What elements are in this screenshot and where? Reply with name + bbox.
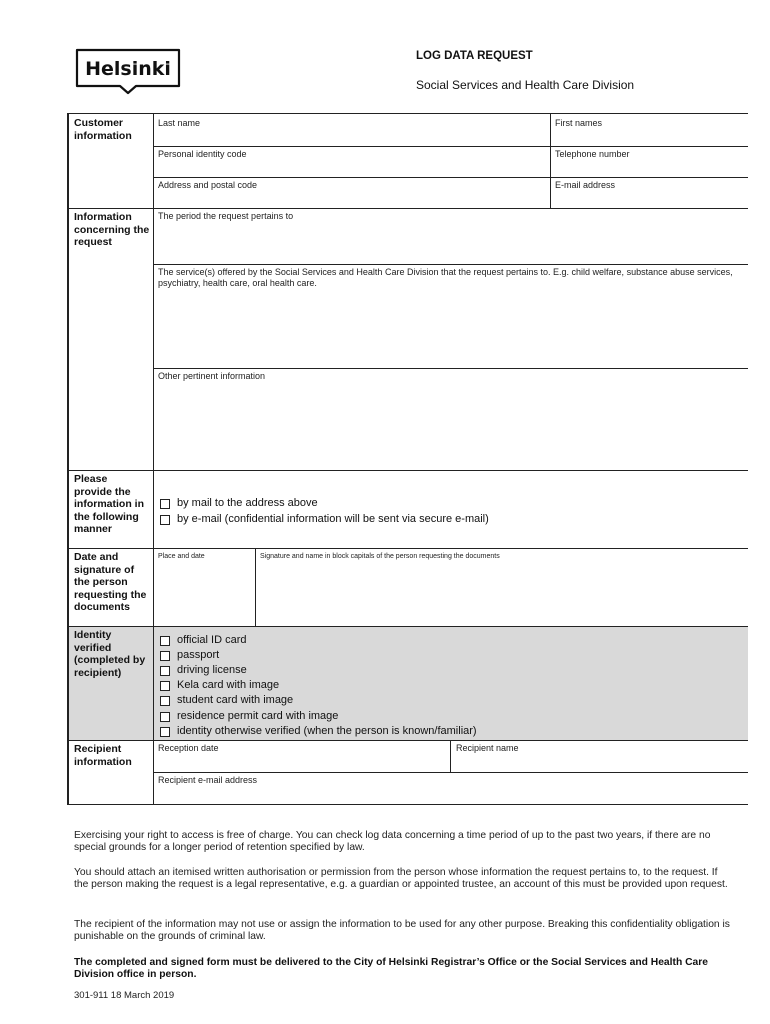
column-divider bbox=[550, 113, 551, 208]
delivery-option-mail[interactable] bbox=[160, 497, 318, 510]
checkbox[interactable] bbox=[160, 727, 170, 737]
option-label: student card with image bbox=[177, 694, 294, 706]
first-names-field[interactable]: First names bbox=[555, 118, 603, 128]
identity-option-passport[interactable] bbox=[160, 649, 219, 662]
option-label: by e-mail (confidential information will be sent via secure e-mail) bbox=[177, 513, 489, 525]
checkbox[interactable] bbox=[160, 681, 170, 691]
email-field[interactable]: E-mail address bbox=[555, 180, 616, 190]
checkbox[interactable] bbox=[160, 651, 170, 661]
option-label: passport bbox=[177, 649, 220, 661]
checkbox[interactable] bbox=[160, 712, 170, 722]
period-field[interactable]: The period the request pertains to bbox=[158, 211, 294, 221]
reception-date-field[interactable]: Reception date bbox=[158, 743, 219, 753]
checkbox[interactable] bbox=[160, 636, 170, 646]
place-date-field[interactable]: Place and date bbox=[158, 553, 205, 560]
form-code: 301-911 18 March 2019 bbox=[74, 990, 175, 1001]
checkbox[interactable] bbox=[160, 696, 170, 706]
option-label: identity otherwise verified (when the person is known/familiar) bbox=[177, 725, 477, 737]
identity-option-driving-license[interactable] bbox=[160, 664, 247, 677]
checkbox[interactable] bbox=[160, 666, 170, 676]
identity-option-student-card[interactable] bbox=[160, 694, 293, 707]
row-divider bbox=[153, 177, 748, 178]
identity-option-otherwise-verified[interactable] bbox=[160, 725, 477, 738]
delivery-option-email[interactable] bbox=[160, 513, 489, 526]
row-divider bbox=[153, 264, 748, 265]
recipient-label: Recipient information bbox=[74, 743, 132, 768]
services-field[interactable]: The service(s) offered by the Social Services and Health Care Division that the request pertains to. E.g. child welfare, substance abuse services, psychiatry, health care, oral health care. bbox=[158, 267, 733, 288]
row-divider bbox=[153, 368, 748, 369]
option-label: residence permit card with image bbox=[177, 710, 339, 722]
logo-text: Helsinki bbox=[85, 58, 171, 80]
row-divider bbox=[153, 146, 748, 147]
identity-option-residence-permit[interactable] bbox=[160, 710, 338, 723]
label-column-divider bbox=[153, 113, 154, 805]
table-left-border bbox=[67, 113, 69, 805]
identity-label: Identity verified (completed by recipient) bbox=[74, 629, 146, 679]
option-label: official ID card bbox=[177, 634, 247, 646]
section-divider bbox=[67, 626, 748, 627]
recipient-name-field[interactable]: Recipient name bbox=[456, 743, 519, 753]
form-title: LOG DATA REQUEST bbox=[416, 50, 533, 62]
personal-id-field[interactable]: Personal identity code bbox=[158, 149, 247, 159]
request-info-label: Information concerning the request bbox=[74, 211, 150, 248]
section-divider bbox=[67, 740, 748, 741]
signature-label: Date and signature of the person requesting the documents bbox=[74, 551, 147, 613]
checkbox[interactable] bbox=[160, 499, 170, 509]
table-bottom-border bbox=[67, 804, 748, 805]
section-divider bbox=[67, 208, 748, 209]
other-info-field[interactable]: Other pertinent information bbox=[158, 371, 266, 381]
delivery-label: Please provide the information in the following manner bbox=[74, 473, 144, 535]
footer-paragraph-delivery: The completed and signed form must be delivered to the City of Helsinki Registrar’s Office or the Social Services and Health Care Division office in person. bbox=[74, 957, 708, 981]
row-divider bbox=[153, 772, 748, 773]
column-divider bbox=[450, 740, 451, 773]
signature-field[interactable]: Signature and name in block capitals of the person requesting the documents bbox=[260, 553, 500, 560]
option-label: by mail to the address above bbox=[177, 497, 318, 509]
footer-paragraph-authorisation: You should attach an itemised written authorisation or permission from the person whose information the request pertains to, to the request. If the person making the request is a legal representative, e.g. a guardian or appointed trustee, an account of this must be provided upon request. bbox=[74, 867, 728, 891]
option-label: Kela card with image bbox=[177, 679, 280, 691]
identity-option-kela-card[interactable] bbox=[160, 679, 279, 692]
section-divider bbox=[67, 470, 748, 471]
helsinki-logo bbox=[74, 47, 182, 97]
footer-paragraph-free-of-charge: Exercising your right to access is free of charge. You can check log data concerning a time period of up to the past two years, if there are no special grounds for a longer period of retention specified by law. bbox=[74, 830, 711, 854]
telephone-field[interactable]: Telephone number bbox=[555, 149, 630, 159]
recipient-email-field[interactable]: Recipient e-mail address bbox=[158, 775, 258, 785]
table-top-border bbox=[67, 113, 748, 114]
identity-option-official-id[interactable] bbox=[160, 634, 247, 647]
customer-info-label: Customer information bbox=[74, 117, 132, 142]
form-subtitle: Social Services and Health Care Division bbox=[416, 78, 635, 92]
column-divider bbox=[255, 548, 256, 626]
last-name-field[interactable]: Last name bbox=[158, 118, 201, 128]
footer-paragraph-confidentiality: The recipient of the information may not use or assign the information to be used for any other purpose. Breaking this confidentiality obligation is punishable on the grounds of criminal law. bbox=[74, 919, 730, 943]
section-divider bbox=[67, 548, 748, 549]
checkbox[interactable] bbox=[160, 515, 170, 525]
address-field[interactable]: Address and postal code bbox=[158, 180, 258, 190]
option-label: driving license bbox=[177, 664, 247, 676]
